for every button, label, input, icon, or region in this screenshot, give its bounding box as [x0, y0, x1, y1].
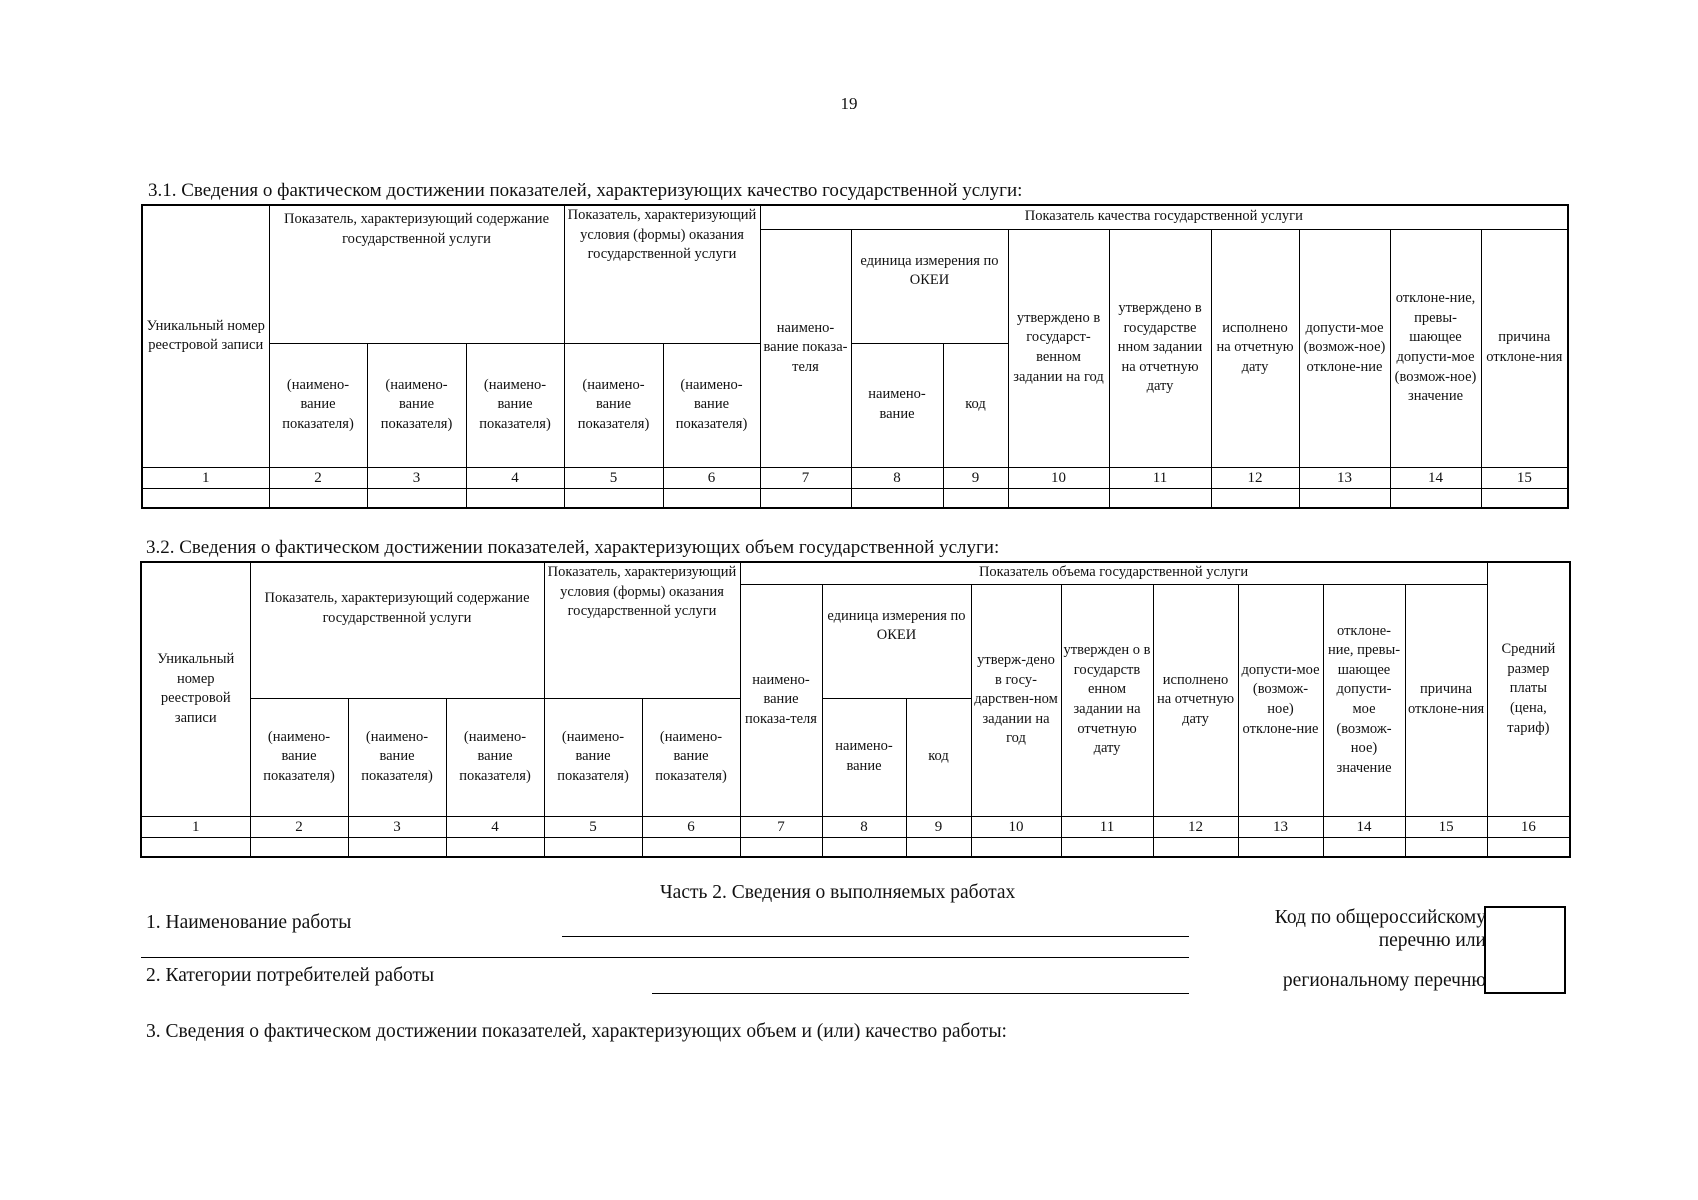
quality-indicators-table	[141, 204, 1569, 509]
empty-cell[interactable]	[906, 837, 971, 857]
column-number: 14	[1390, 467, 1481, 488]
empty-cell[interactable]	[1008, 488, 1109, 508]
header-unit-name: наимено-вание	[851, 343, 943, 467]
empty-cell[interactable]	[1238, 837, 1323, 857]
part-2-title: Часть 2. Сведения о выполняемых работах	[660, 882, 1016, 903]
code-label-line: перечню или	[1378, 930, 1486, 952]
empty-cell[interactable]	[1323, 837, 1405, 857]
empty-cell[interactable]	[1211, 488, 1299, 508]
volume-indicators-table	[140, 561, 1571, 858]
empty-cell[interactable]	[760, 488, 851, 508]
empty-cell[interactable]	[943, 488, 1008, 508]
code-label-line: региональному перечню	[1282, 969, 1486, 991]
code-label-line: Код по общероссийскому	[1274, 907, 1486, 928]
code-label	[1230, 906, 1486, 992]
header-approved-year: утверждено в государст-венном задании на год	[1008, 229, 1109, 467]
page-number: 19	[840, 94, 858, 113]
header-executed: исполнено на отчетную дату	[1153, 584, 1238, 816]
header-indicator-name: наимено-вание показа-теля	[740, 584, 822, 816]
empty-cell[interactable]	[1390, 488, 1481, 508]
empty-cell[interactable]	[663, 488, 760, 508]
column-number: 2	[269, 467, 367, 488]
header-avg-fee: Средний размер платы (цена, тариф)	[1487, 562, 1570, 816]
column-number: 6	[663, 467, 760, 488]
header-volume-group: Показатель объема государственной услуги	[740, 562, 1487, 584]
header-unique-number: Уникальный номер реестровой записи	[142, 205, 269, 467]
column-number: 10	[971, 816, 1061, 837]
header-reason: причина отклоне-ния	[1405, 584, 1487, 816]
column-number: 10	[1008, 467, 1109, 488]
header-unit-okei: единица измерения по ОКЕИ	[822, 584, 971, 698]
header-reason: причина отклоне-ния	[1481, 229, 1568, 467]
consumers-line[interactable]	[652, 993, 1189, 994]
header-unit-okei: единица измерения по ОКЕИ	[851, 229, 1008, 343]
column-number: 7	[740, 816, 822, 837]
empty-cell[interactable]	[142, 488, 269, 508]
header-unit-code: код	[943, 343, 1008, 467]
column-number: 5	[544, 816, 642, 837]
header-unit-code: код	[906, 698, 971, 816]
section-3-heading: 3. Сведения о фактическом достижении показателей, характеризующих объем и (или) качество работы:	[146, 1021, 1007, 1042]
empty-cell[interactable]	[367, 488, 466, 508]
column-number: 1	[141, 816, 250, 837]
column-number: 8	[822, 816, 906, 837]
work-name-line[interactable]	[562, 936, 1189, 937]
empty-cell[interactable]	[1487, 837, 1570, 857]
empty-cell[interactable]	[1405, 837, 1487, 857]
empty-cell[interactable]	[1299, 488, 1390, 508]
column-number: 3	[348, 816, 446, 837]
column-number: 5	[564, 467, 663, 488]
column-number: 7	[760, 467, 851, 488]
header-quality-group: Показатель качества государственной услуги	[760, 205, 1568, 229]
subheader-indicator-name: (наимено-вание показателя)	[348, 698, 446, 816]
subheader-indicator-name: (наимено-вание показателя)	[250, 698, 348, 816]
empty-cell[interactable]	[269, 488, 367, 508]
empty-cell[interactable]	[1481, 488, 1568, 508]
column-number: 1	[142, 467, 269, 488]
column-number: 11	[1109, 467, 1211, 488]
header-conditions-indicator: Показатель, характеризующий условия (формы) оказания государственной услуги	[564, 205, 760, 343]
header-exceeding-deviation: отклоне-ние, превы-шающее допусти-мое (возмож-ное) значение	[1390, 229, 1481, 467]
empty-cell[interactable]	[971, 837, 1061, 857]
section-3-2-heading: 3.2. Сведения о фактическом достижении показателей, характеризующих объем государственной услуги:	[146, 537, 1000, 558]
subheader-indicator-name: (наимено-вание показателя)	[663, 343, 760, 467]
column-number: 9	[943, 467, 1008, 488]
column-number: 2	[250, 816, 348, 837]
column-number: 4	[446, 816, 544, 837]
header-allowed-deviation: допусти-мое (возмож-ное) отклоне-ние	[1299, 229, 1390, 467]
section-3-1-heading: 3.1. Сведения о фактическом достижении показателей, характеризующих качество государственной услуги:	[148, 180, 1023, 201]
subheader-indicator-name: (наимено-вание показателя)	[367, 343, 466, 467]
empty-cell[interactable]	[466, 488, 564, 508]
empty-cell[interactable]	[1153, 837, 1238, 857]
header-approved-date: утверждено в государстве нном задании на отчетную дату	[1109, 229, 1211, 467]
empty-cell[interactable]	[642, 837, 740, 857]
empty-cell[interactable]	[822, 837, 906, 857]
column-number: 12	[1153, 816, 1238, 837]
subheader-indicator-name: (наимено-вание показателя)	[446, 698, 544, 816]
column-numbers-row	[142, 467, 1568, 488]
empty-cell[interactable]	[1061, 837, 1153, 857]
header-content-indicator: Показатель, характеризующий содержание государственной услуги	[250, 562, 544, 698]
header-content-indicator: Показатель, характеризующий содержание государственной услуги	[269, 205, 564, 343]
column-number: 4	[466, 467, 564, 488]
header-unit-name: наимено-вание	[822, 698, 906, 816]
empty-data-row	[141, 837, 1570, 857]
header-approved-year: утверж-дено в госу-дарствен-ном задании на год	[971, 584, 1061, 816]
subheader-indicator-name: (наимено-вание показателя)	[564, 343, 663, 467]
column-number: 8	[851, 467, 943, 488]
column-numbers-row	[141, 816, 1570, 837]
header-indicator-name: наимено-вание показа-теля	[760, 229, 851, 467]
empty-cell[interactable]	[141, 837, 250, 857]
empty-data-row	[142, 488, 1568, 508]
empty-cell[interactable]	[740, 837, 822, 857]
empty-cell[interactable]	[348, 837, 446, 857]
subheader-indicator-name: (наимено-вание показателя)	[642, 698, 740, 816]
empty-cell[interactable]	[250, 837, 348, 857]
column-number: 6	[642, 816, 740, 837]
column-number: 16	[1487, 816, 1570, 837]
column-number: 9	[906, 816, 971, 837]
empty-cell[interactable]	[851, 488, 943, 508]
empty-cell[interactable]	[446, 837, 544, 857]
consumers-label: 2. Категории потребителей работы	[146, 965, 435, 986]
column-number: 3	[367, 467, 466, 488]
column-number: 13	[1238, 816, 1323, 837]
column-number: 13	[1299, 467, 1390, 488]
header-conditions-indicator: Показатель, характеризующий условия (формы) оказания государственной услуги	[544, 562, 740, 698]
work-name-continuation-line[interactable]	[141, 957, 1189, 958]
header-unique-number: Уникальный номер реестровой записи	[141, 562, 250, 816]
column-number: 12	[1211, 467, 1299, 488]
column-number: 14	[1323, 816, 1405, 837]
header-exceeding-deviation: отклоне-ние, превы-шающее допусти-мое (возмож-ное) значение	[1323, 584, 1405, 816]
empty-cell[interactable]	[564, 488, 663, 508]
header-allowed-deviation: допусти-мое (возмож-ное) отклоне-ние	[1238, 584, 1323, 816]
empty-cell[interactable]	[1109, 488, 1211, 508]
column-number: 15	[1405, 816, 1487, 837]
header-executed: исполнено на отчетную дату	[1211, 229, 1299, 467]
work-name-label: 1. Наименование работы	[146, 912, 352, 933]
empty-cell[interactable]	[544, 837, 642, 857]
column-number: 11	[1061, 816, 1153, 837]
subheader-indicator-name: (наимено-вание показателя)	[544, 698, 642, 816]
code-input-box[interactable]	[1484, 906, 1566, 994]
subheader-indicator-name: (наимено-вание показателя)	[269, 343, 367, 467]
subheader-indicator-name: (наимено-вание показателя)	[466, 343, 564, 467]
header-approved-date: утвержден о в государств енном задании на отчетную дату	[1061, 584, 1153, 816]
column-number: 15	[1481, 467, 1568, 488]
